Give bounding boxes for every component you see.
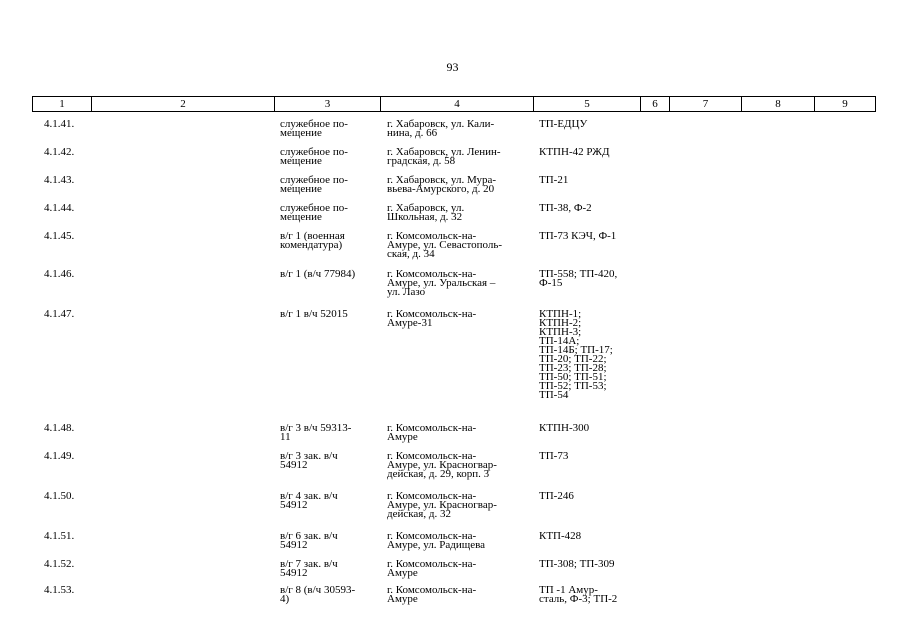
substation: ТП-ЕДЦУ (539, 118, 588, 130)
address: г. Комсомольск-на- Амуре-31 (387, 308, 477, 329)
address: г. Комсомольск-на- Амуре, ул. Красногвар- дейская, д. 29, корп. 3 (387, 450, 497, 480)
substation: ТП-73 КЭЧ, Ф-1 (539, 230, 617, 242)
table-row (32, 148, 659, 166)
table-row (32, 310, 659, 400)
row-number: 4.1.47. (44, 308, 75, 320)
row-number: 4.1.44. (44, 202, 75, 214)
empty-cell (94, 424, 280, 442)
empty-cell (94, 532, 280, 550)
address: г. Комсомольск-на- Амуре, ул. Радищева (387, 530, 486, 551)
column-header-5: 5 (534, 97, 641, 111)
empty-cell (94, 176, 280, 194)
table-row (32, 560, 659, 578)
table-row (32, 270, 659, 297)
object-name: в/г 4 зак. в/ч 54912 (280, 490, 338, 511)
object-name: в/г 3 в/ч 59313- 11 (280, 422, 352, 443)
object-name: в/г 3 зак. в/ч 54912 (280, 450, 338, 471)
table-row (32, 424, 659, 442)
table-row (32, 204, 659, 222)
object-name: служебное по- мещение (280, 118, 348, 139)
object-name: служебное по- мещение (280, 146, 348, 167)
column-header-7: 7 (670, 97, 742, 111)
object-name: в/г 7 зак. в/ч 54912 (280, 558, 338, 579)
row-number: 4.1.52. (44, 558, 75, 570)
substation: КТПН-42 РЖД (539, 146, 610, 158)
empty-cell (94, 204, 280, 222)
column-header-3: 3 (275, 97, 381, 111)
empty-cell (94, 560, 280, 578)
address: г. Комсомольск-на- Амуре (387, 558, 477, 579)
empty-cell (94, 310, 280, 400)
object-name: служебное по- мещение (280, 202, 348, 223)
substation: ТП-73 (539, 450, 569, 462)
object-name: в/г 8 (в/ч 30593- 4) (280, 584, 356, 605)
row-number: 4.1.42. (44, 146, 75, 158)
column-header-8: 8 (742, 97, 815, 111)
substation: ТП-246 (539, 490, 574, 502)
substation: ТП-308; ТП-309 (539, 558, 615, 570)
empty-cell (94, 270, 280, 297)
row-number: 4.1.41. (44, 118, 75, 130)
row-number: 4.1.48. (44, 422, 75, 434)
row-number: 4.1.53. (44, 584, 75, 596)
column-header-6: 6 (641, 97, 670, 111)
object-name: служебное по- мещение (280, 174, 348, 195)
table-row (32, 232, 659, 259)
address: г. Хабаровск, ул. Мура- вьева-Амурского, д. 20 (387, 174, 496, 195)
address: г. Хабаровск, ул. Школьная, д. 32 (387, 202, 465, 223)
row-number: 4.1.43. (44, 174, 75, 186)
table-row (32, 586, 659, 604)
object-name: в/г 1 в/ч 52015 (280, 308, 348, 320)
address: г. Комсомольск-на- Амуре, ул. Севастополь- ская, д. 34 (387, 230, 503, 260)
substation: КТПН-300 (539, 422, 590, 434)
substation: КТП-428 (539, 530, 582, 542)
row-number: 4.1.45. (44, 230, 75, 242)
row-number: 4.1.46. (44, 268, 75, 280)
row-number: 4.1.51. (44, 530, 75, 542)
row-number: 4.1.50. (44, 490, 75, 502)
empty-cell (94, 492, 280, 519)
object-name: в/г 1 (военная комендатура) (280, 230, 345, 251)
row-number: 4.1.49. (44, 450, 75, 462)
empty-cell (94, 148, 280, 166)
column-header-9: 9 (842, 98, 848, 110)
address: г. Комсомольск-на- Амуре, ул. Красногвар- дейская, д. 32 (387, 490, 497, 520)
empty-cell (94, 120, 280, 138)
column-header-2: 2 (92, 97, 275, 111)
table-row (32, 532, 659, 550)
substation: ТП -1 Амур- сталь, Ф-3; ТП-2 (539, 584, 618, 605)
substation: КТПН-1; КТПН-2; КТПН-3; ТП-14А; ТП-14Б; ТП-17; ТП-20; ТП-22; ТП-23; ТП-28; ТП-50; ТП-51; ТП-52; ТП-53; ТП-54 (539, 308, 613, 401)
column-header-1: 1 (33, 97, 92, 111)
column-header-4: 4 (381, 97, 534, 111)
object-name: в/г 6 зак. в/ч 54912 (280, 530, 338, 551)
address: г. Хабаровск, ул. Ленин- градская, д. 58 (387, 146, 501, 167)
table-row (32, 452, 659, 479)
table-row (32, 176, 659, 194)
address: г. Комсомольск-на- Амуре (387, 422, 477, 443)
page-number: 93 (446, 60, 459, 74)
table-row (32, 120, 659, 138)
address: г. Хабаровск, ул. Кали- нина, д. 66 (387, 118, 495, 139)
empty-cell (94, 586, 280, 604)
table-header-row (32, 96, 876, 112)
address: г. Комсомольск-на- Амуре (387, 584, 477, 605)
substation: ТП-38, Ф-2 (539, 202, 592, 214)
empty-cell (94, 232, 280, 259)
empty-cell (94, 452, 280, 479)
address: г. Комсомольск-на- Амуре, ул. Уральская – ул. Лазо (387, 268, 496, 298)
table-row (32, 492, 659, 519)
substation: ТП-21 (539, 174, 569, 186)
substation: ТП-558; ТП-420, Ф-15 (539, 268, 618, 289)
object-name: в/г 1 (в/ч 77984) (280, 268, 356, 280)
